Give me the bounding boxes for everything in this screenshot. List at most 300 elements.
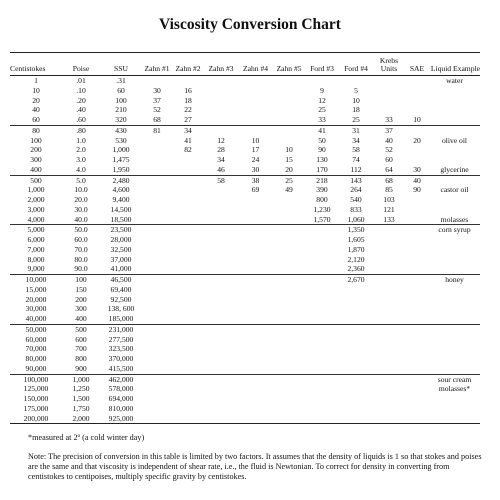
- table-cell: .40: [76, 105, 86, 115]
- table-cell: [142, 344, 172, 354]
- table-cell: [405, 155, 429, 165]
- table-cell: 90,000: [25, 363, 47, 373]
- column-header: Ford #3: [310, 64, 334, 74]
- table-row: [10, 264, 480, 274]
- liquid-example-cell: [429, 354, 480, 364]
- table-cell: [405, 245, 429, 255]
- table-cell: 52: [385, 145, 393, 155]
- table-cell: 200,000: [23, 413, 49, 423]
- table-cell: [305, 344, 339, 354]
- table-cell: [305, 324, 339, 334]
- table-cell: 60: [32, 115, 40, 125]
- liquid-example-cell: [429, 195, 480, 205]
- table-cell: 2.0: [76, 145, 86, 155]
- table-cell: 46,500: [110, 275, 132, 285]
- table-cell: 30: [251, 164, 260, 174]
- table-cell: 68: [153, 115, 161, 125]
- table-cell: [238, 344, 273, 354]
- table-cell: 323,500: [108, 344, 134, 354]
- table-cell: [273, 344, 305, 354]
- table-cell: 10,000: [25, 275, 47, 285]
- table-cell: [273, 295, 305, 305]
- table-cell: 92,500: [110, 294, 132, 304]
- table-cell: [142, 384, 172, 394]
- table-cell: [142, 165, 172, 175]
- table-cell: 60,000: [25, 334, 47, 344]
- table-cell: 103: [383, 195, 395, 205]
- table-cell: 80,000: [25, 354, 47, 364]
- table-cell: [172, 225, 204, 235]
- table-cell: [172, 165, 204, 175]
- table-cell: [204, 414, 238, 424]
- table-cell: [373, 285, 405, 295]
- liquid-example-cell: olive oil: [441, 135, 468, 145]
- table-cell: [373, 225, 405, 235]
- table-cell: 85: [385, 185, 393, 195]
- table-cell: 218: [316, 175, 328, 185]
- table-cell: [172, 285, 204, 295]
- table-cell: 143: [350, 175, 362, 185]
- liquid-example-cell: [429, 314, 480, 324]
- table-cell: 530: [115, 135, 127, 145]
- table-cell: [405, 264, 429, 274]
- table-cell: [273, 374, 305, 384]
- table-cell: 10: [352, 95, 360, 105]
- table-cell: .20: [76, 95, 86, 105]
- table-cell: 150: [75, 284, 87, 294]
- liquid-example-cell: [429, 304, 480, 314]
- table-cell: [373, 404, 405, 414]
- table-cell: 60: [385, 155, 393, 165]
- table-row: [10, 364, 480, 374]
- table-cell: 50.0: [74, 225, 88, 235]
- table-cell: 80.0: [74, 254, 88, 264]
- table-cell: [273, 384, 305, 394]
- table-cell: [373, 304, 405, 314]
- table-cell: 125,000: [23, 384, 49, 394]
- table-cell: [238, 354, 273, 364]
- table-cell: [172, 255, 204, 265]
- table-cell: [142, 225, 172, 235]
- liquid-example-cell: [429, 414, 480, 424]
- table-row: [10, 335, 480, 345]
- table-cell: 41: [318, 125, 326, 135]
- table-cell: [204, 285, 238, 295]
- table-cell: [142, 264, 172, 274]
- table-cell: [172, 264, 204, 274]
- table-cell: 40: [413, 175, 421, 185]
- table-cell: [204, 235, 238, 245]
- liquid-example-cell: [429, 175, 480, 185]
- table-cell: 2,480: [112, 175, 130, 185]
- table-cell: [373, 335, 405, 345]
- table-cell: 18,500: [110, 214, 132, 224]
- table-cell: [238, 404, 273, 414]
- table-cell: [373, 324, 405, 334]
- footnote: *measured at 2º (a cold winter day): [28, 433, 145, 442]
- table-cell: 14,500: [110, 204, 132, 214]
- table-cell: 52: [153, 105, 161, 115]
- table-cell: [273, 115, 305, 125]
- table-row: [10, 76, 480, 86]
- table-cell: [305, 264, 339, 274]
- table-cell: [238, 295, 273, 305]
- table-cell: [238, 125, 273, 135]
- table-cell: [238, 335, 273, 345]
- table-cell: .80: [76, 125, 86, 135]
- table-cell: 28: [217, 145, 225, 155]
- table-cell: 38: [251, 175, 260, 185]
- row-group: [10, 324, 480, 374]
- table-cell: 5: [354, 85, 358, 95]
- table-cell: 925,000: [108, 413, 134, 423]
- table-cell: 20.0: [74, 195, 88, 205]
- table-cell: 37: [153, 95, 161, 105]
- table-cell: [142, 145, 172, 155]
- table-cell: [273, 96, 305, 106]
- table-cell: 6,000: [27, 235, 45, 245]
- table-cell: 60.0: [74, 235, 88, 245]
- table-cell: [204, 384, 238, 394]
- table-cell: [273, 86, 305, 96]
- table-row: [10, 235, 480, 245]
- table-cell: [339, 384, 373, 394]
- table-cell: 20,000: [25, 294, 47, 304]
- table-cell: [204, 115, 238, 125]
- table-cell: [405, 344, 429, 354]
- table-cell: [142, 394, 172, 404]
- liquid-example-cell: sour cream: [437, 374, 472, 384]
- table-cell: [238, 255, 273, 265]
- table-cell: [273, 215, 305, 225]
- table-cell: 10: [32, 85, 40, 95]
- liquid-example-cell: [429, 235, 480, 245]
- table-cell: [142, 314, 172, 324]
- table-cell: [238, 414, 273, 424]
- table-cell: [204, 245, 238, 255]
- table-cell: [405, 125, 429, 135]
- table-row: [10, 225, 480, 235]
- table-cell: [405, 86, 429, 96]
- precision-note: Note: The precision of conversion in this table is limited by two factors. It assumes that the density of liquids is 1 so that stokes and poises are the same and that viscosity is independent of shear rate, i.e., the fluid is Newtonian. To correct for density in converting from centistokes to centipoises, multiply specific gravity by centistokes.: [28, 452, 482, 481]
- table-cell: 3.0: [76, 155, 86, 165]
- table-cell: [238, 86, 273, 96]
- table-cell: 5,000: [27, 225, 45, 235]
- table-cell: [373, 364, 405, 374]
- table-cell: 30: [153, 85, 161, 95]
- table-cell: [142, 275, 172, 285]
- table-cell: [405, 364, 429, 374]
- table-cell: [273, 125, 305, 135]
- column-header: Ford #4: [344, 64, 368, 74]
- viscosity-table: [10, 52, 480, 424]
- table-cell: [273, 255, 305, 265]
- table-cell: [172, 335, 204, 345]
- table-cell: 390: [316, 185, 328, 195]
- table-cell: [142, 354, 172, 364]
- table-cell: .60: [76, 115, 86, 125]
- table-cell: [273, 285, 305, 295]
- table-cell: [238, 275, 273, 285]
- table-cell: [273, 264, 305, 274]
- table-cell: [204, 335, 238, 345]
- table-cell: 37: [385, 125, 393, 135]
- table-cell: [373, 86, 405, 96]
- table-cell: [405, 354, 429, 364]
- table-cell: 25: [352, 115, 360, 125]
- table-cell: 10: [285, 145, 293, 155]
- table-cell: 2,360: [347, 264, 365, 274]
- table-cell: [142, 195, 172, 205]
- table-cell: [405, 285, 429, 295]
- table-cell: [204, 205, 238, 215]
- table-cell: 138, 600: [107, 304, 135, 314]
- table-cell: [238, 225, 273, 235]
- table-cell: [339, 335, 373, 345]
- table-cell: [305, 414, 339, 424]
- table-cell: 540: [350, 195, 362, 205]
- table-cell: [142, 364, 172, 374]
- table-cell: [204, 404, 238, 414]
- liquid-example-cell: castor oil: [440, 185, 469, 195]
- table-cell: 40,000: [25, 314, 47, 324]
- table-cell: [339, 304, 373, 314]
- table-cell: [204, 354, 238, 364]
- table-cell: [172, 304, 204, 314]
- table-cell: 170: [316, 164, 328, 174]
- table-row: [10, 374, 480, 384]
- table-cell: [142, 414, 172, 424]
- column-header: Zahn #1: [144, 64, 170, 74]
- table-cell: [373, 374, 405, 384]
- table-cell: [273, 76, 305, 86]
- table-cell: [204, 275, 238, 285]
- table-cell: 1,350: [347, 225, 365, 235]
- table-row: [10, 255, 480, 265]
- table-cell: [238, 304, 273, 314]
- table-cell: [405, 255, 429, 265]
- table-cell: 60: [117, 85, 125, 95]
- table-cell: 69: [251, 185, 260, 195]
- table-cell: [172, 205, 204, 215]
- table-cell: 1,250: [72, 384, 90, 394]
- table-row: [10, 105, 480, 115]
- table-row: [10, 175, 480, 185]
- table-cell: [373, 275, 405, 285]
- table-cell: [204, 394, 238, 404]
- liquid-example-cell: [429, 364, 480, 374]
- table-cell: 320: [115, 115, 127, 125]
- table-cell: 90.0: [74, 264, 88, 274]
- table-cell: 30.0: [74, 204, 88, 214]
- table-cell: [204, 185, 238, 195]
- table-cell: [238, 264, 273, 274]
- table-row: [10, 245, 480, 255]
- table-cell: [339, 374, 373, 384]
- table-cell: [142, 76, 172, 86]
- table-cell: 32,500: [110, 244, 132, 254]
- table-cell: 150,000: [23, 394, 49, 404]
- column-header: Zahn #4: [242, 64, 269, 74]
- table-cell: 40: [32, 105, 40, 115]
- table-cell: 15,000: [25, 284, 47, 294]
- table-cell: 37,000: [110, 254, 132, 264]
- table-cell: 100,000: [23, 374, 49, 384]
- table-cell: 34: [217, 155, 225, 165]
- table-cell: 2,120: [347, 254, 365, 264]
- table-cell: [204, 125, 238, 135]
- table-cell: 64: [385, 164, 393, 174]
- table-cell: [142, 155, 172, 165]
- table-cell: [204, 264, 238, 274]
- table-cell: [238, 324, 273, 334]
- table-cell: 10.0: [74, 185, 88, 195]
- table-row: [10, 344, 480, 354]
- table-cell: [373, 264, 405, 274]
- liquid-example-cell: glycerine: [440, 164, 469, 174]
- table-cell: [405, 394, 429, 404]
- table-cell: 121: [383, 204, 395, 214]
- table-cell: .01: [76, 76, 86, 86]
- column-header: Zahn #5: [276, 64, 302, 74]
- table-cell: [339, 394, 373, 404]
- table-cell: 31: [352, 125, 360, 135]
- table-cell: [339, 364, 373, 374]
- table-cell: 8,000: [27, 254, 45, 264]
- table-cell: 9,400: [112, 195, 130, 205]
- liquid-example-cell: [429, 344, 480, 354]
- liquid-example-cell: honey: [445, 275, 464, 285]
- table-cell: 5.0: [76, 175, 86, 185]
- table-cell: 185,000: [108, 314, 134, 324]
- table-cell: 25: [318, 105, 326, 115]
- table-cell: [142, 136, 172, 146]
- table-cell: [172, 364, 204, 374]
- table-cell: [305, 304, 339, 314]
- table-row: [10, 304, 480, 314]
- table-cell: 3,000: [27, 204, 45, 214]
- table-row: [10, 215, 480, 225]
- table-cell: [238, 374, 273, 384]
- table-cell: [373, 354, 405, 364]
- table-cell: [142, 404, 172, 414]
- table-row: [10, 125, 480, 135]
- table-cell: [204, 295, 238, 305]
- table-cell: [273, 205, 305, 215]
- table-row: [10, 96, 480, 106]
- liquid-example-cell: molasses*: [438, 384, 471, 394]
- table-row: [10, 86, 480, 96]
- table-cell: 1,060: [347, 214, 365, 224]
- table-cell: [373, 384, 405, 394]
- liquid-example-cell: [429, 295, 480, 305]
- table-cell: [142, 295, 172, 305]
- table-cell: [373, 394, 405, 404]
- table-cell: [238, 215, 273, 225]
- table-cell: 69,400: [110, 284, 132, 294]
- table-cell: [305, 404, 339, 414]
- table-cell: [204, 96, 238, 106]
- liquid-example-cell: [429, 115, 480, 125]
- table-cell: [172, 245, 204, 255]
- table-cell: 33: [318, 115, 326, 125]
- table-cell: 20: [32, 95, 40, 105]
- table-cell: [238, 285, 273, 295]
- table-cell: [373, 295, 405, 305]
- liquid-example-cell: [429, 404, 480, 414]
- table-cell: 9,000: [27, 264, 45, 274]
- table-cell: [172, 324, 204, 334]
- table-cell: [405, 304, 429, 314]
- table-cell: 1,230: [313, 204, 331, 214]
- table-cell: 1,000: [112, 145, 130, 155]
- table-cell: 20: [285, 164, 293, 174]
- table-cell: 2,000: [72, 413, 90, 423]
- table-cell: [204, 195, 238, 205]
- table-cell: [204, 215, 238, 225]
- table-row: [10, 115, 480, 125]
- liquid-example-cell: [429, 205, 480, 215]
- table-cell: [405, 324, 429, 334]
- table-cell: 40: [385, 135, 393, 145]
- table-cell: [238, 105, 273, 115]
- table-cell: 1: [34, 76, 38, 86]
- table-cell: 33: [385, 115, 393, 125]
- column-header: Zahn #2: [175, 64, 201, 74]
- table-cell: [142, 324, 172, 334]
- table-cell: 80: [32, 125, 40, 135]
- table-cell: 2,670: [347, 275, 365, 285]
- table-cell: [172, 394, 204, 404]
- table-cell: 82: [184, 145, 192, 155]
- table-cell: [339, 295, 373, 305]
- liquid-example-cell: molasses: [440, 214, 469, 224]
- table-cell: [305, 364, 339, 374]
- table-cell: [204, 76, 238, 86]
- table-cell: 578,000: [108, 384, 134, 394]
- table-cell: [142, 235, 172, 245]
- table-cell: 58: [217, 175, 225, 185]
- table-cell: [373, 245, 405, 255]
- table-cell: [305, 245, 339, 255]
- table-cell: 90: [413, 185, 421, 195]
- table-row: [10, 185, 480, 195]
- table-cell: 22: [184, 105, 192, 115]
- table-cell: 200: [75, 294, 87, 304]
- table-cell: 4,600: [112, 185, 130, 195]
- liquid-example-cell: [429, 394, 480, 404]
- table-cell: [405, 145, 429, 155]
- table-cell: [273, 324, 305, 334]
- table-cell: [142, 205, 172, 215]
- table-cell: [238, 205, 273, 215]
- page-title: Viscosity Conversion Chart: [159, 16, 341, 33]
- column-header: Krebs Units: [379, 56, 399, 74]
- table-cell: 58: [352, 145, 360, 155]
- table-cell: [204, 225, 238, 235]
- column-header: Centistokes: [10, 64, 46, 74]
- table-cell: [405, 96, 429, 106]
- liquid-example-cell: [429, 96, 480, 106]
- table-cell: 277,500: [108, 334, 134, 344]
- table-cell: 1,570: [313, 214, 331, 224]
- table-cell: [238, 96, 273, 106]
- table-cell: [204, 105, 238, 115]
- table-cell: [204, 324, 238, 334]
- table-cell: [273, 225, 305, 235]
- table-cell: [339, 76, 373, 86]
- table-cell: [373, 96, 405, 106]
